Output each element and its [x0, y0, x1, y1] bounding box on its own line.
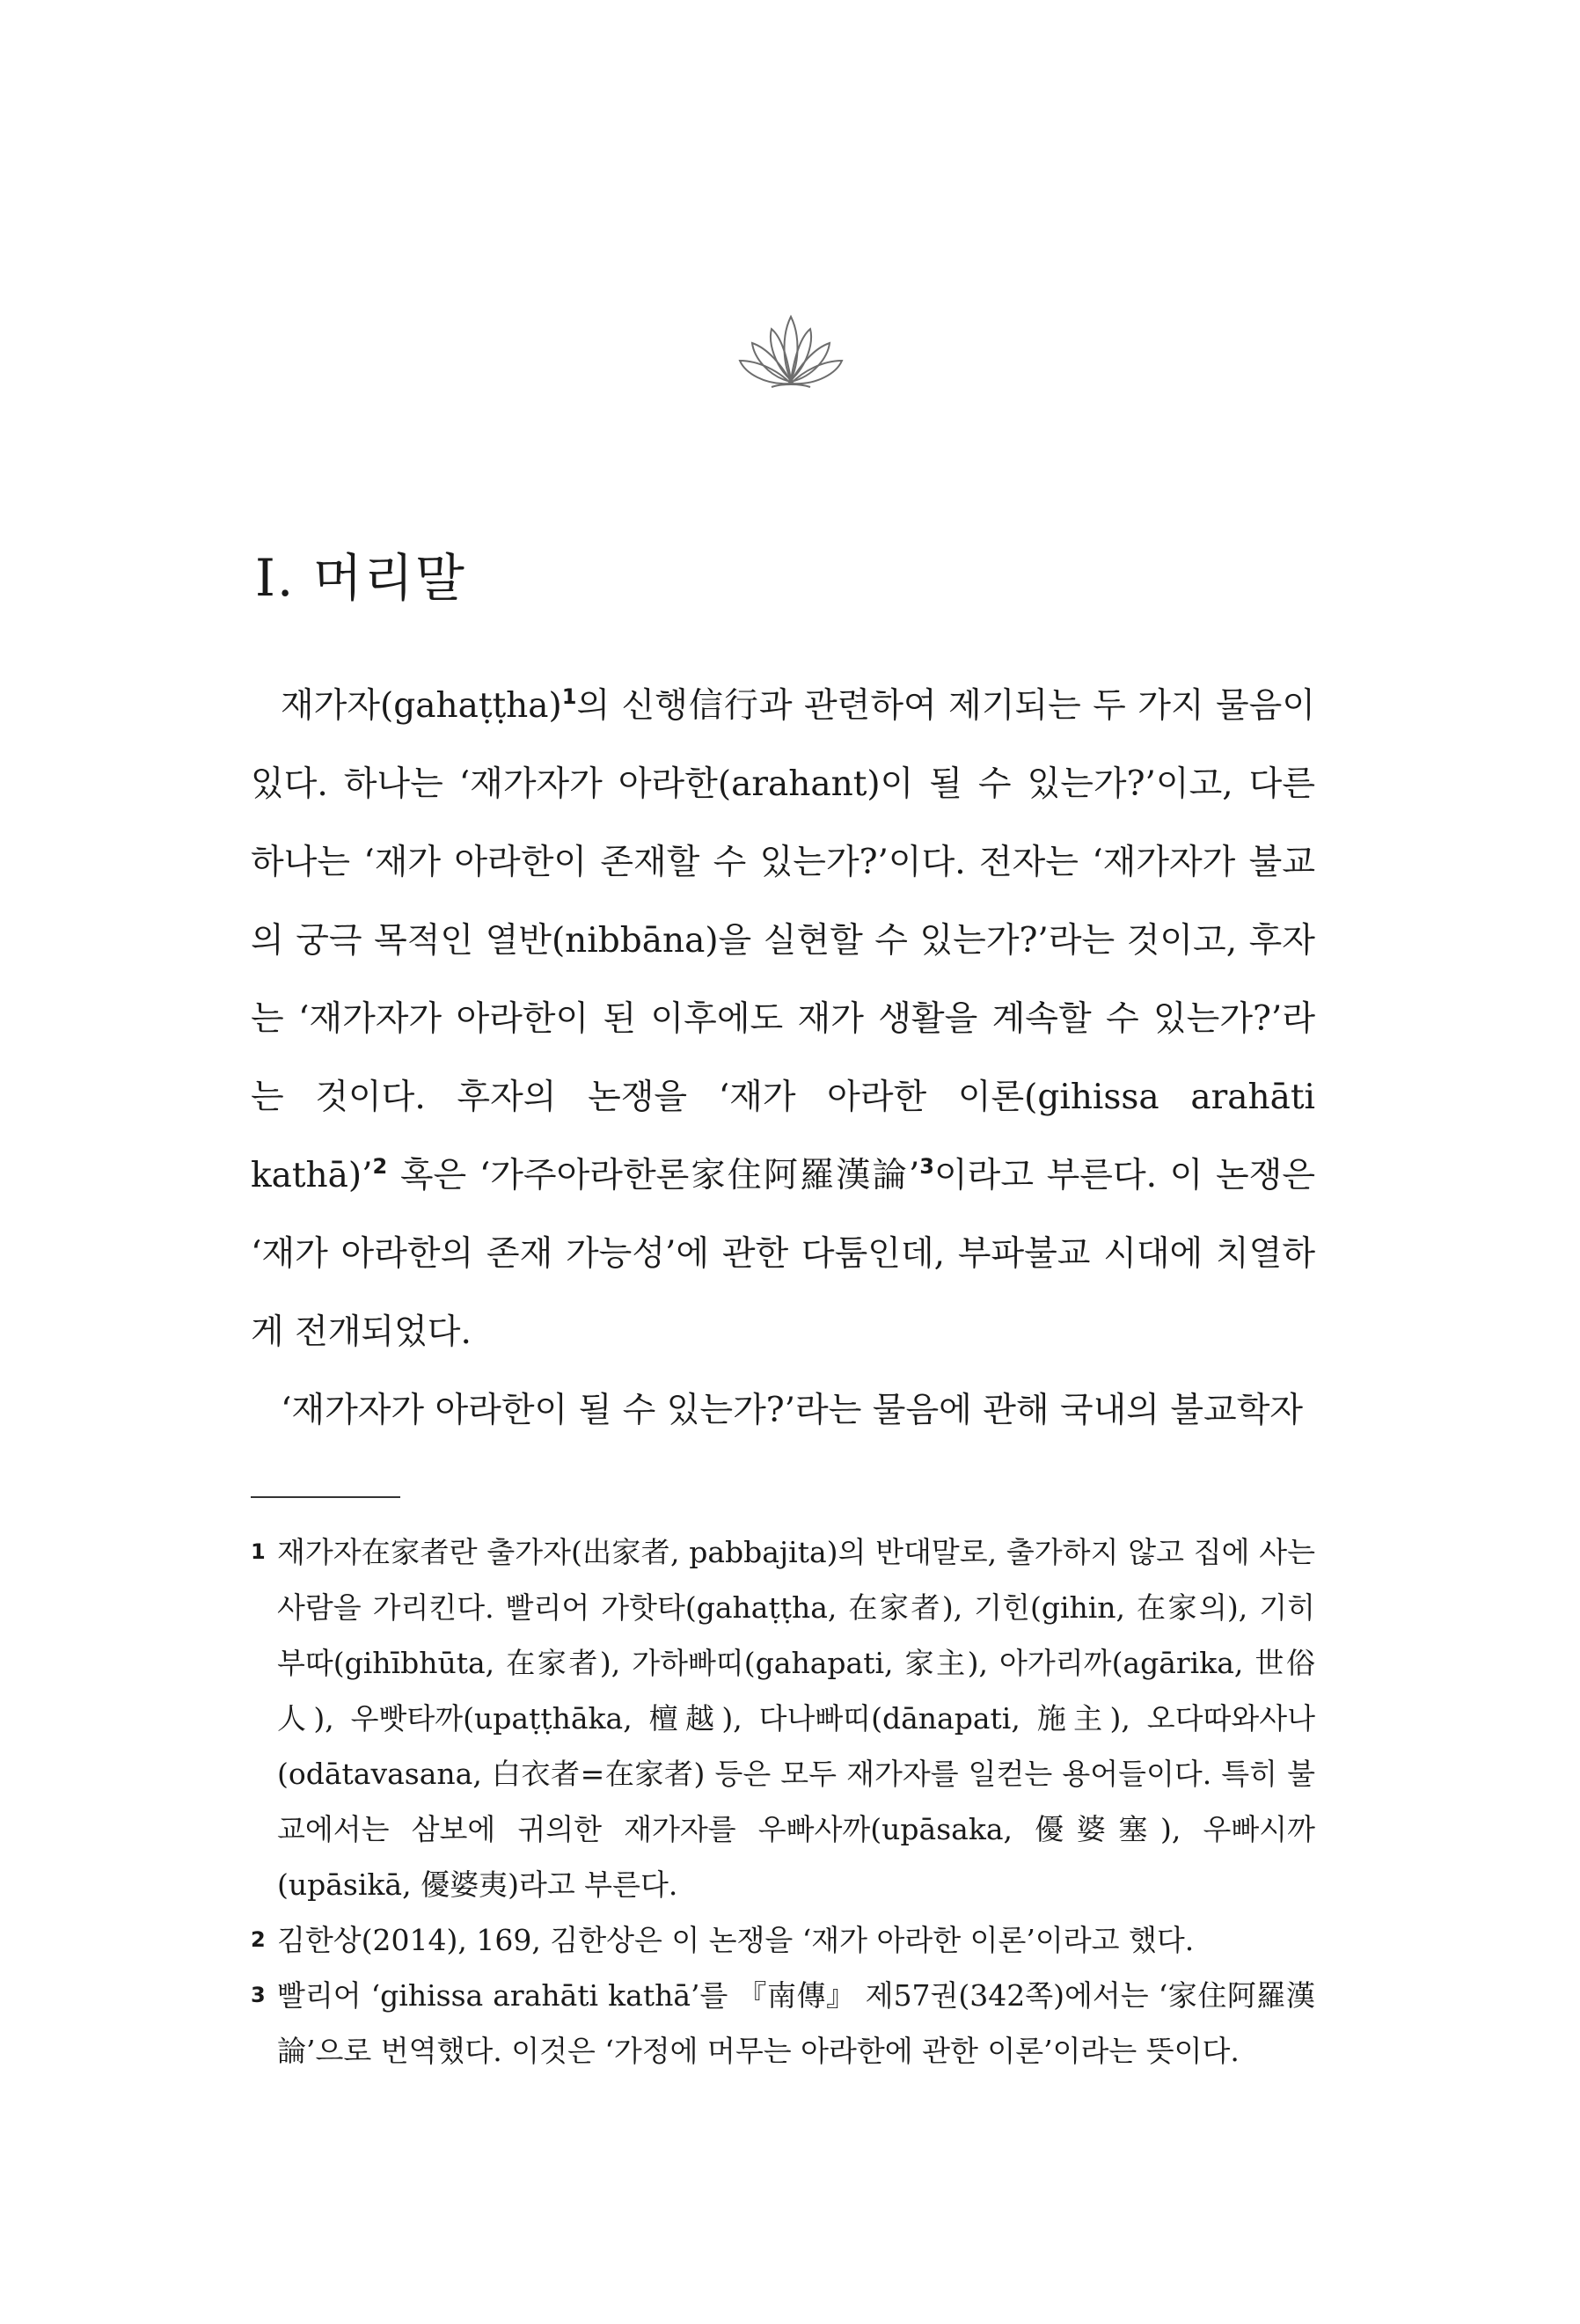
paragraph-2: ‘재가자가 아라한이 될 수 있는가?’라는 물음에 관해 국내의 불교학자 [281, 1391, 1304, 1430]
footnote-1 [251, 1524, 1315, 1912]
footnote-number: 3 [251, 1983, 266, 2007]
paragraph-1-part-c: 혹은 ‘가주아라한론家住阿羅漢論’ [387, 1156, 920, 1195]
footnote-text: 재가자在家者란 출가자(出家者, pabbajita)의 반대말로, 출가하지 않고 집에 사는 사람을 가리킨다. 빨리어 가핫타(gahaṭṭha, 在家者), 기힌(gihin, 在家의), 기히부따(gihībhūta, 在家者), 가하빠띠(gahapati, 家主), 아가리까(agārika, 世俗人), 우빳타까(upaṭṭhāka, 檀越), 다나빠띠(dānapati, 施主), 오다따와사나(odātavasana, 白衣者=在家者) 등은 모두 재가자를 일컫는 용어들이다. 특히 불교에서는 삼보에 귀의한 재가자를 우빠사까(upāsaka, 優婆塞), 우빠시까(upāsikā, 優婆夷)라고 부른다. [277, 1535, 1315, 1902]
paragraph-1-part-b: 의 신행信行과 관련하여 제기되는 두 가지 물음이 있다. 하나는 ‘재가자가 아라한(arahant)이 될 수 있는가?’이고, 다른 하나는 ‘재가 아라한이 존재할 수 있는가?’이다. 전자는 ‘재가자가 불교의 궁극 목적인 열반(nibbāna)을 실현할 수 있는가?’라는 것이고, 후자는 ‘재가자가 아라한이 된 이후에도 재가 생활을 계속할 수 있는가?’라는 것이다. 후자의 논쟁을 ‘재가 아라한 이론(gihissa arahāti kathā)’ [251, 686, 1315, 1195]
footnote-2 [251, 1912, 1315, 1968]
footnote-number: 1 [251, 1539, 266, 1564]
body-text [251, 667, 1315, 1450]
footnote-ref-1[interactable]: 1 [561, 684, 577, 709]
paragraph-1 [251, 667, 1315, 1371]
footnote-text: 김한상(2014), 169, 김한상은 이 논쟁을 ‘재가 아라한 이론’이라고 했다. [277, 1923, 1195, 1957]
footnote-ref-3[interactable]: 3 [919, 1154, 934, 1179]
paragraph-1-part-d: 이라고 부른다. 이 논쟁은 ‘재가 아라한의 존재 가능성’에 관한 다툼인데, 부파불교 시대에 치열하게 전개되었다. [251, 1156, 1315, 1352]
footnote-number: 2 [251, 1927, 266, 1952]
section-heading: Ⅰ. 머리말 [255, 548, 466, 608]
footnotes [251, 1524, 1315, 2079]
lotus-flower-icon [736, 308, 845, 392]
footnote-ref-2[interactable]: 2 [372, 1154, 388, 1179]
footnote-3 [251, 1968, 1315, 2079]
footnote-text: 빨리어 ‘gihissa arahāti kathā’를 『南傳』 제57권(342쪽)에서는 ‘家住阿羅漢論’으로 번역했다. 이것은 ‘가정에 머무는 아라한에 관한 이론’이라는 뜻이다. [277, 1978, 1315, 2068]
footnote-divider [251, 1496, 400, 1498]
paragraph-1-part-a: 재가자(gahaṭṭha) [281, 686, 562, 726]
